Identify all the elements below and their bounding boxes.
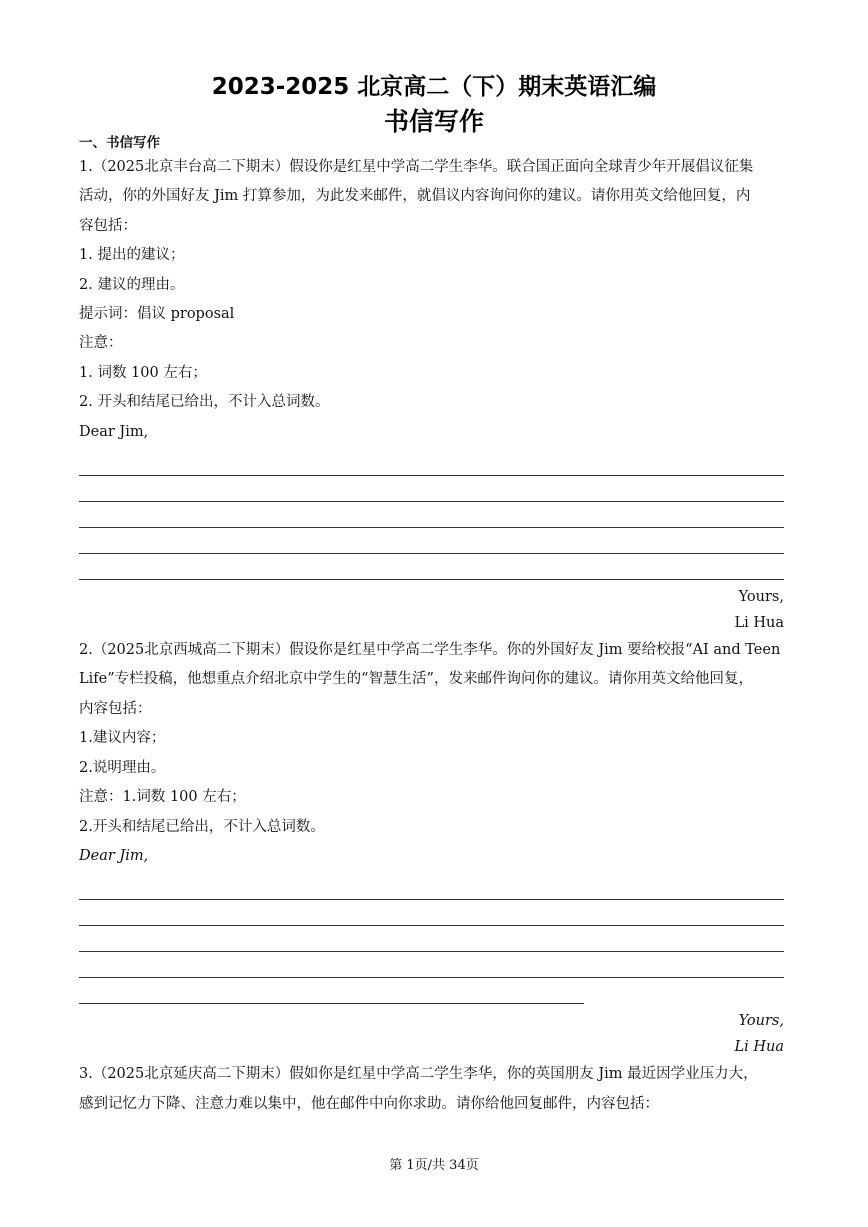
q1-line: 注意： xyxy=(79,335,123,352)
answer-line[interactable] xyxy=(79,874,784,900)
document-body xyxy=(79,133,784,1119)
question-2 xyxy=(79,636,784,1060)
answer-line[interactable] xyxy=(79,476,784,502)
q1-line: 2. 建议的理由。 xyxy=(79,276,185,293)
q1-signature: Li Hua xyxy=(734,615,784,632)
q1-closing: Yours, xyxy=(738,589,784,606)
q1-line: 容包括： xyxy=(79,217,137,234)
q1-salutation: Dear Jim, xyxy=(79,423,149,440)
q1-line: 提示词：倡议 proposal xyxy=(79,306,235,323)
q2-signature: Li Hua xyxy=(734,1039,784,1056)
q2-answer-lines[interactable] xyxy=(79,874,784,1004)
q2-line: 2.（2025北京西城高二下期末）假设你是红星中学高二学生李华。你的外国好友 Jim 要给校报“AI and Teen xyxy=(79,642,781,659)
q2-salutation: Dear Jim, xyxy=(79,847,149,864)
q2-line: 注意：1.词数 100 左右； xyxy=(79,789,246,806)
answer-line[interactable] xyxy=(79,450,784,476)
document-subtitle: 书信写作 xyxy=(383,107,484,136)
q2-line: Life”专栏投稿，他想重点介绍北京中学生的“智慧生活”，发来邮件询问你的建议。请你用英文给他回复， xyxy=(79,671,753,688)
q2-line: 2.开头和结尾已给出，不计入总词数。 xyxy=(79,818,325,835)
answer-line[interactable] xyxy=(79,528,784,554)
q3-line: 3.（2025北京延庆高二下期末）假如你是红星中学高二学生李华，你的英国朋友 Jim 最近因学业压力大， xyxy=(79,1066,758,1083)
q1-line: 1. 提出的建议； xyxy=(79,247,185,264)
question-1 xyxy=(79,153,784,636)
answer-line[interactable] xyxy=(79,978,584,1004)
q2-line: 2.说明理由。 xyxy=(79,759,166,776)
q3-line: 感到记忆力下降、注意力难以集中，他在邮件中向你求助。请你给他回复邮件，内容包括： xyxy=(79,1095,659,1112)
q1-line: 2. 开头和结尾已给出，不计入总词数。 xyxy=(79,394,330,411)
page-footer: 第 1页/共 34页 xyxy=(389,1158,479,1173)
q1-line: 1.（2025北京丰台高二下期末）假设你是红星中学高二学生李华。联合国正面向全球青少年开展倡议征集 xyxy=(79,159,754,175)
answer-line[interactable] xyxy=(79,554,784,580)
answer-line[interactable] xyxy=(79,926,784,952)
question-3 xyxy=(79,1060,784,1119)
q2-line: 1.建议内容； xyxy=(79,730,166,747)
q2-line: 内容包括： xyxy=(79,700,152,717)
q1-line: 1. 词数 100 左右； xyxy=(79,364,207,381)
answer-line[interactable] xyxy=(79,952,784,978)
document-title: 2023-2025 北京高二（下）期末英语汇编 xyxy=(211,74,657,100)
q2-closing: Yours, xyxy=(738,1013,784,1030)
q1-line: 活动，你的外国好友 Jim 打算参加，为此发来邮件，就倡议内容询问你的建议。请你用英文给他回复，内 xyxy=(79,188,751,205)
section-heading: 一、书信写作 xyxy=(79,135,160,151)
q1-answer-lines[interactable] xyxy=(79,450,784,580)
answer-line[interactable] xyxy=(79,502,784,528)
answer-line[interactable] xyxy=(79,900,784,926)
